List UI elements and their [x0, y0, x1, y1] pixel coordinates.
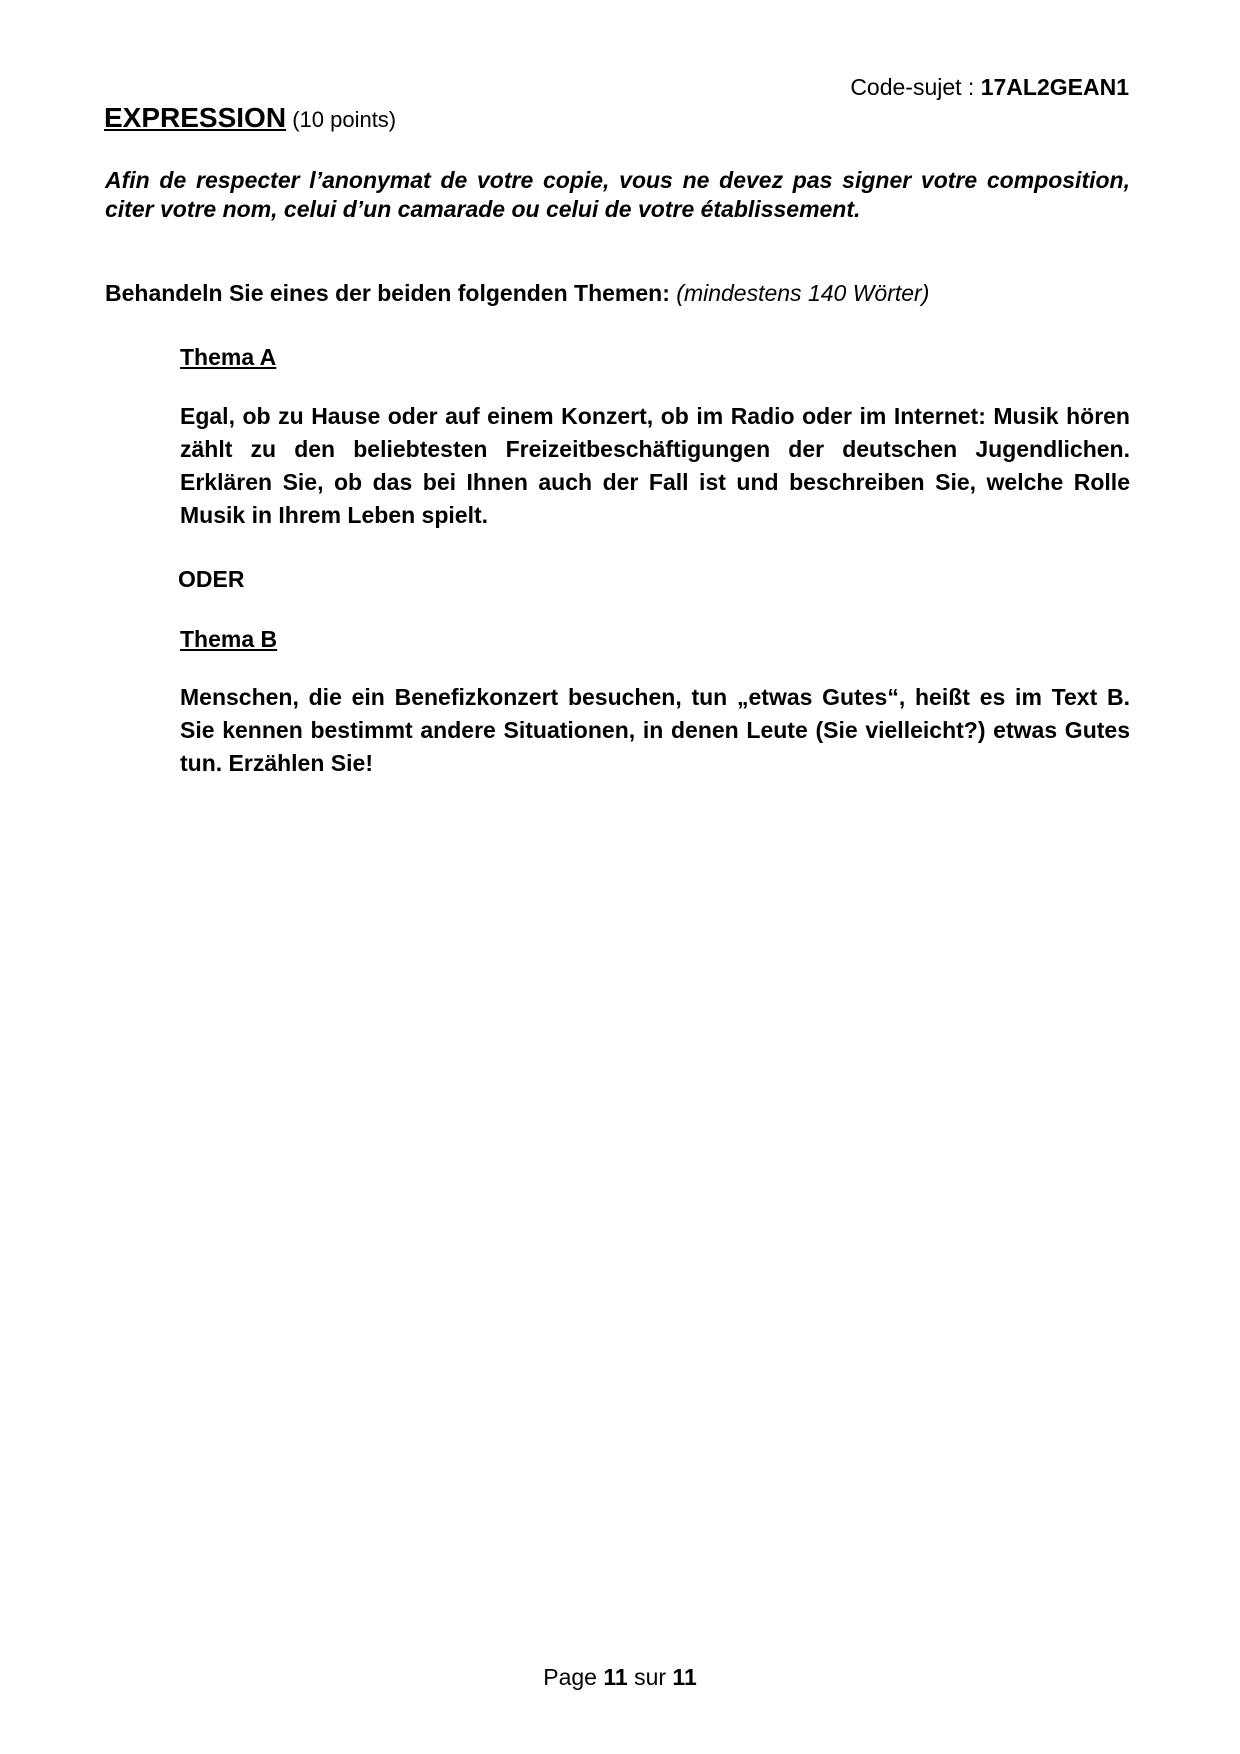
instruction-hint: (mindestens 140 Wörter) — [676, 280, 930, 306]
page-footer — [0, 1664, 1240, 1691]
page-prefix: Page — [543, 1664, 597, 1690]
page-current: 11 — [603, 1664, 628, 1690]
topic-a-label: Thema A — [180, 344, 277, 370]
anonymity-notice: Afin de respecter l’anonymat de votre copie, vous ne devez pas signer votre composition, citer votre nom, celui d’un camarade ou celui de votre établissement. — [105, 167, 1130, 222]
topic-b-label: Thema B — [180, 626, 278, 652]
section-heading — [104, 102, 396, 134]
page-middle: sur — [634, 1664, 667, 1690]
instruction — [105, 280, 929, 307]
topic-b-text: Menschen, die ein Benefizkonzert besuchen, tun „etwas Gutes“, heißt es im Text B. Sie kennen bestimmt andere Situationen, in denen Leute (Sie vielleicht?) etwas Gutes tun. Erzählen Sie! — [180, 684, 1130, 776]
separator-oder: ODER — [178, 566, 245, 592]
code-sujet-label: Code-sujet : — [850, 74, 975, 100]
code-sujet-value: 17AL2GEAN1 — [980, 74, 1129, 100]
section-points: (10 points) — [292, 107, 397, 132]
page-total: 11 — [672, 1664, 697, 1690]
code-sujet — [850, 74, 1129, 101]
section-title: EXPRESSION — [104, 102, 287, 133]
instruction-text: Behandeln Sie eines der beiden folgenden Themen: — [105, 280, 670, 306]
topic-a-text: Egal, ob zu Hause oder auf einem Konzert, ob im Radio oder im Internet: Musik hören zählt zu den beliebtesten Freizeitbeschäftigungen der deutschen Jugendlichen. Erklären Sie, ob das bei Ihnen auch der Fall ist und beschreiben Sie, welche Rolle Musik in Ihrem Leben spielt. — [180, 403, 1130, 528]
